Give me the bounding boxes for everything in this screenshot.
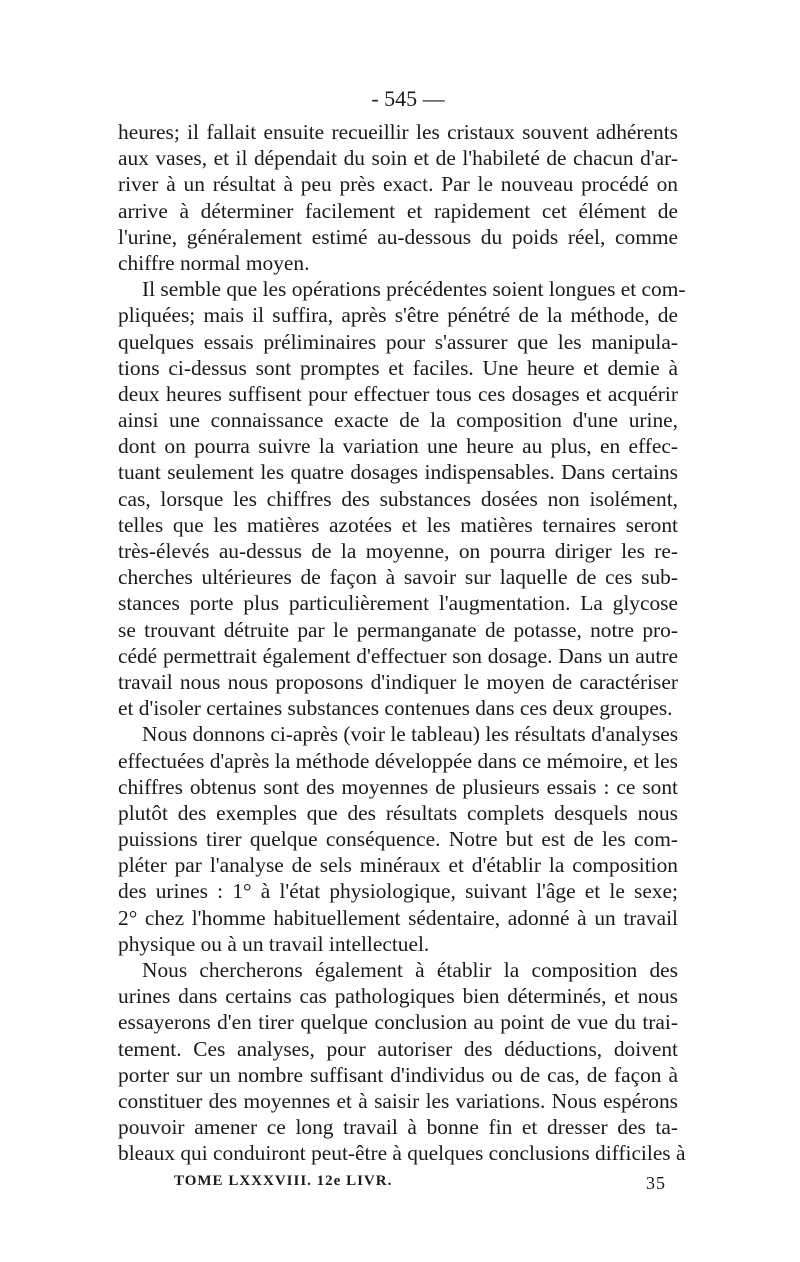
text-line: chiffres obtenus sont des moyennes de plusieurs essais : ce sont (118, 774, 678, 799)
text-line: bleaux qui conduiront peut-être à quelques conclusions difficiles à (118, 1141, 686, 1166)
paragraph (118, 276, 686, 721)
text-line: essayerons d'en tirer quelque conclusion au point de vue du trai- (118, 1010, 678, 1035)
paragraph (118, 721, 678, 957)
text-line: des urines : 1° à l'état physiologique, suivant l'âge et le sexe; (118, 879, 678, 904)
text-line: 2° chez l'homme habituellement sédentaire, adonné à un travail (118, 905, 678, 930)
text-line: physique ou à un travail intellectuel. (118, 931, 430, 956)
text-line: heures; il fallait ensuite recueillir les cristaux souvent adhérents (118, 120, 678, 144)
text-line: Nous donnons ci-après (voir le tableau) les résultats d'analyses (142, 722, 679, 747)
text-line: pléter par l'analyse de sels minéraux et d'établir la composition (118, 853, 678, 878)
text-line: porter sur un nombre suffisant d'individus ou de cas, de façon à (118, 1062, 678, 1087)
text-line: et d'isoler certaines substances contenues dans ces deux groupes. (118, 696, 673, 721)
paragraph (118, 957, 686, 1167)
text-line: chiffre normal moyen. (118, 250, 310, 275)
text-line: plutôt des exemples que des résultats complets desquels nous (118, 800, 678, 825)
text-line: travail nous nous proposons d'indiquer le moyen de caractériser (118, 669, 678, 694)
text-line: se trouvant détruite par le permanganate de potasse, notre pro- (118, 617, 678, 642)
page-footer (118, 1173, 678, 1194)
text-line: Nous chercherons également à établir la composition des (142, 958, 678, 982)
text-line: Il semble que les opérations précédentes soient longues et com- (142, 277, 686, 302)
text-line: tement. Ces analyses, pour autoriser des déductions, doivent (118, 1036, 678, 1061)
text-line: arrive à déterminer facilement et rapidement cet élément de (118, 198, 678, 223)
text-line: quelques essais préliminaires pour s'assurer que les manipula- (118, 329, 678, 354)
text-line: constituer des moyennes et à saisir les variations. Nous espérons (118, 1088, 678, 1113)
text-line: cherches ultérieures de façon à savoir sur laquelle de ces sub- (118, 565, 678, 590)
text-line: deux heures suffisent pour effectuer tous ces dosages et acquérir (118, 381, 678, 406)
text-line: aux vases, et il dépendait du soin et de l'habileté de chacun d'ar- (118, 146, 678, 171)
page-number: - 545 — (371, 86, 445, 111)
paragraph (118, 119, 678, 276)
text-line: river à un résultat à peu près exact. Par le nouveau procédé on (118, 172, 678, 197)
text-line: dont on pourra suivre la variation une heure au plus, en effec- (118, 434, 678, 459)
text-line: pouvoir amener ce long travail à bonne fin et dresser des ta- (118, 1115, 678, 1140)
text-line: tuant seulement les quatre dosages indispensables. Dans certains (118, 460, 678, 485)
text-line: stances porte plus particulièrement l'augmentation. La glycose (118, 591, 678, 616)
text-line: cas, lorsque les chiffres des substances dosées non isolément, (118, 486, 678, 511)
text-line: tions ci-dessus sont promptes et faciles. Une heure et demie à (118, 355, 678, 380)
text-line: effectuées d'après la méthode développée dans ce mémoire, et les (118, 748, 678, 773)
document-page (118, 85, 686, 1194)
footer-sheet-number: 35 (646, 1172, 666, 1193)
text-line: cédé permettrait également d'effectuer son dosage. Dans un autre (118, 643, 678, 668)
text-line: telles que les matières azotées et les matières ternaires seront (118, 512, 678, 537)
text-line: puissions tirer quelque conséquence. Notre but est de les com- (118, 827, 678, 852)
text-line: urines dans certains cas pathologiques bien déterminés, et nous (118, 984, 678, 1009)
text-line: pliquées; mais il suffira, après s'être pénétré de la méthode, de (118, 303, 678, 328)
footer-signature: TOME LXXXVIII. 12e LIVR. (174, 1172, 393, 1189)
text-line: l'urine, généralement estimé au-dessous du poids réel, comme (118, 224, 678, 249)
text-line: ainsi une connaissance exacte de la composition d'une urine, (118, 408, 678, 433)
text-line: très-élevés au-dessus de la moyenne, on pourra diriger les re- (118, 539, 678, 563)
body-text (118, 119, 686, 1167)
